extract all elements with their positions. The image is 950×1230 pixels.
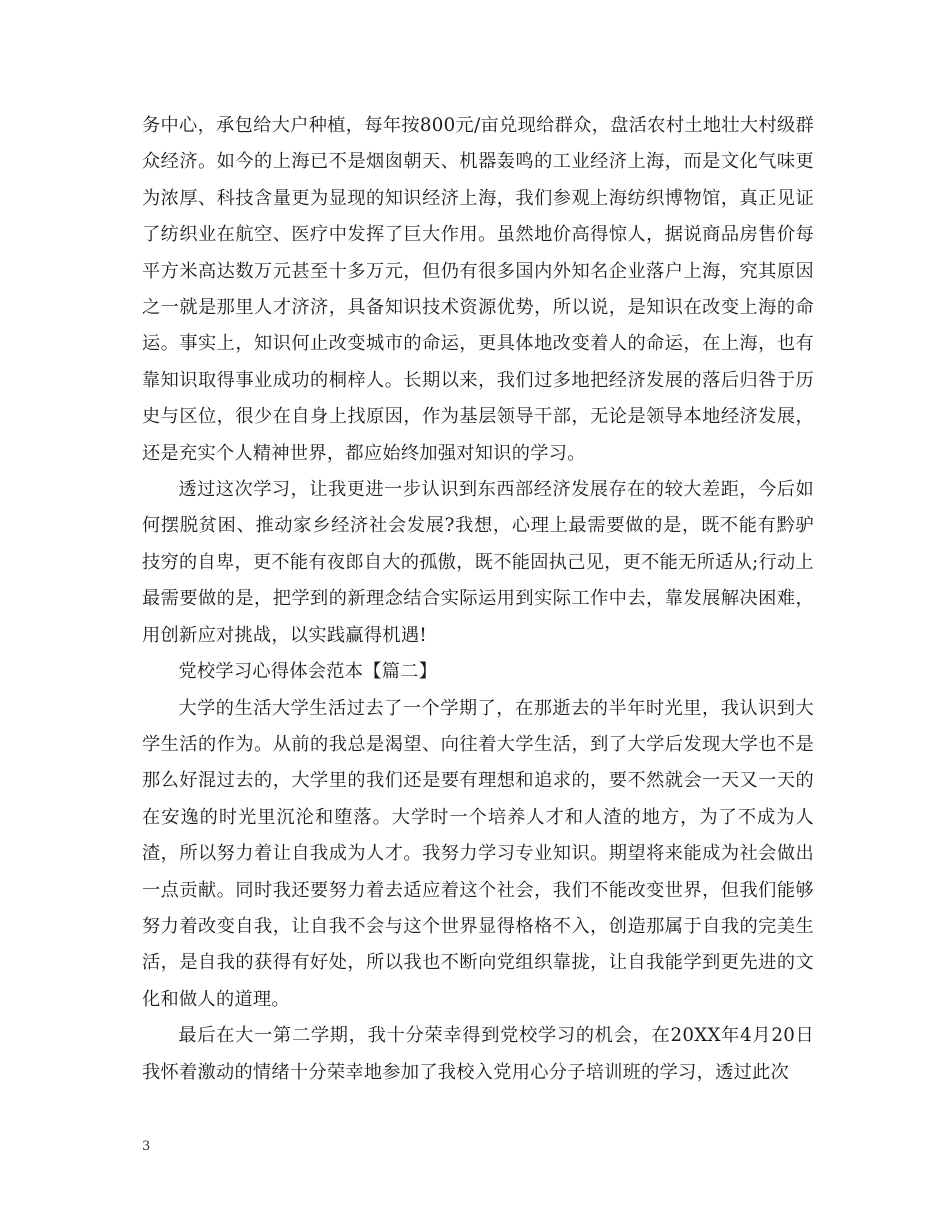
body-paragraph: 透过这次学习，让我更进一步认识到东西部经济发展存在的较大差距，今后如何摆脱贫困、推动家乡经济社会发展?我想，心理上最需要做的是，既不能有黔驴技穷的自卑，更不能有夜郎自大的孤傲，既不能固执己见，更不能无所适从;行动上最需要做的是，把学到的新理念结合实际运用到实际工作中去，靠发展解决困难，用创新应对挑战，以实践赢得机遇! — [142, 479, 814, 646]
page-number: 3 — [142, 1139, 151, 1154]
section-heading: 党校学习心得体会范本【篇二】 — [178, 661, 438, 683]
body-paragraph: 大学的生活大学生活过去了一个学期了，在那逝去的半年时光里，我认识到大学生活的作为。从前的我总是渴望、向往着大学生活，到了大学后发现大学也不是那么好混过去的，大学里的我们还是要有理想和追求的，要不然就会一天又一天的在安逸的时光里沉沦和堕落。大学时一个培养人才和人渣的地方，为了不成为人渣，所以努力着让自我成为人才。我努力学习专业知识。期望将来能成为社会做出一点贡献。同时我还要努力着去适应着这个社会，我们不能改变世界，但我们能够努力着改变自我，让自我不会与这个世界显得格格不入，创造那属于自我的完美生活，是自我的获得有好处，所以我也不断向党组织靠拢，让自我能学到更先进的文化和做人的道理。 — [142, 697, 814, 1010]
body-paragraph: 务中心，承包给大户种植，每年按800元/亩兑现给群众，盘活农村土地壮大村级群众经济。如今的上海已不是烟囱朝天、机器轰鸣的工业经济上海，而是文化气味更为浓厚、科技含量更为显现的知识经济上海，我们参观上海纺织博物馆，真正见证了纺织业在航空、医疗中发挥了巨大作用。虽然地价高得惊人，据说商品房售价每平方米高达数万元甚至十多万元，但仍有很多国内外知名企业落户上海，究其原因之一就是那里人才济济，具备知识技术资源优势，所以说，是知识在改变上海的命运。事实上，知识何止改变城市的命运，更具体地改变着人的命运，在上海，也有靠知识取得事业成功的桐梓人。长期以来，我们过多地把经济发展的落后归咎于历史与区位，很少在自身上找原因，作为基层领导干部，无论是领导本地经济发展，还是充实个人精神世界，都应始终加强对知识的学习。 — [142, 115, 814, 464]
body-paragraph: 最后在大一第二学期，我十分荣幸得到党校学习的机会，在20XX年4月20日我怀着激动的情绪十分荣幸地参加了我校入党用心分子培训班的学习，透过此次 — [142, 1025, 814, 1083]
document-page — [142, 108, 814, 1091]
